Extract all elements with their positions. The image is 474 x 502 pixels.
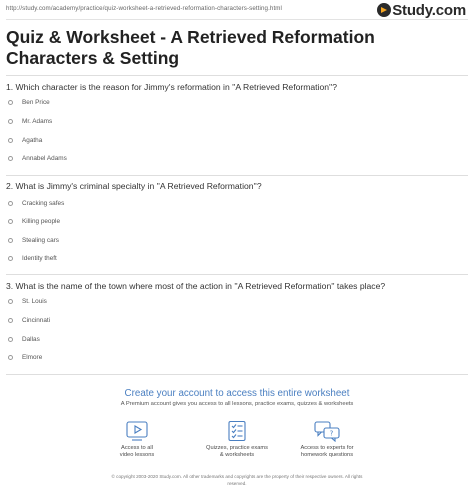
question-3 bbox=[6, 280, 468, 376]
option-label: Ben Price bbox=[22, 99, 50, 106]
feature-label-line1: Quizzes, practice exams bbox=[206, 445, 268, 451]
chat-bubbles-icon bbox=[313, 420, 341, 442]
radio-button[interactable] bbox=[8, 355, 13, 360]
question-divider bbox=[6, 274, 468, 275]
option-label: Mr. Adams bbox=[22, 118, 53, 125]
option-row[interactable] bbox=[6, 315, 50, 326]
radio-button[interactable] bbox=[8, 119, 13, 124]
option-row[interactable] bbox=[6, 334, 40, 345]
option-label: Stealing cars bbox=[22, 237, 59, 244]
radio-button[interactable] bbox=[8, 138, 13, 143]
cta-subtitle: A Premium account gives you access to all lessons, practice exams, quizzes & worksheets bbox=[120, 401, 354, 407]
feature-label-line1: Access to all bbox=[121, 445, 153, 451]
footer-line-2: reserved. bbox=[227, 480, 247, 486]
option-label: Killing people bbox=[22, 218, 61, 225]
radio-button[interactable] bbox=[8, 219, 13, 224]
top-bar bbox=[0, 0, 474, 19]
option-label: Cincinnati bbox=[22, 317, 51, 324]
option-row[interactable] bbox=[6, 153, 67, 164]
radio-button[interactable] bbox=[8, 256, 13, 261]
option-row[interactable] bbox=[6, 216, 60, 227]
checklist-icon bbox=[224, 420, 250, 442]
header-divider bbox=[6, 19, 468, 20]
title-divider bbox=[6, 75, 468, 76]
option-row[interactable] bbox=[6, 198, 64, 209]
logo-text: Study.com bbox=[392, 1, 466, 19]
question-text: 1. Which character is the reason for Jimmy's reformation in ''A Retrieved Reformation''? bbox=[6, 82, 338, 92]
page-title: Quiz & Worksheet - A Retrieved Reformation Characters & Setting bbox=[6, 27, 375, 68]
study-com-logo[interactable] bbox=[377, 2, 466, 18]
option-label: Annabel Adams bbox=[22, 155, 67, 162]
feature-quizzes bbox=[192, 420, 282, 459]
option-row[interactable] bbox=[6, 296, 47, 307]
feature-label-line2: & worksheets bbox=[219, 452, 255, 458]
radio-button[interactable] bbox=[8, 299, 13, 304]
radio-button[interactable] bbox=[8, 238, 13, 243]
option-row[interactable] bbox=[6, 235, 59, 246]
svg-text:?: ? bbox=[329, 429, 334, 438]
premium-cta bbox=[0, 380, 474, 480]
page-url: http://study.com/academy/practice/quiz-worksheet-a-retrieved-reformation-characters-setting.html bbox=[6, 5, 282, 12]
question-divider bbox=[6, 175, 468, 176]
feature-label-line1: Access to experts for bbox=[300, 445, 354, 451]
radio-button[interactable] bbox=[8, 337, 13, 342]
video-play-icon bbox=[124, 420, 150, 442]
option-row[interactable] bbox=[6, 253, 57, 264]
option-label: Identity theft bbox=[22, 255, 57, 262]
question-1 bbox=[6, 81, 468, 177]
footer-line-1: © copyright 2003-2020 Study.com. All other trademarks and copyrights are the property of their respective owners. All rights bbox=[111, 474, 363, 479]
option-label: Cracking safes bbox=[22, 200, 65, 207]
question-text: 3. What is the name of the town where most of the action in ''A Retrieved Reformation'' takes place? bbox=[6, 281, 386, 291]
radio-button[interactable] bbox=[8, 100, 13, 105]
feature-video-lessons bbox=[92, 420, 182, 459]
option-label: Dallas bbox=[22, 336, 40, 343]
question-divider bbox=[6, 374, 468, 375]
feature-label-line2: homework questions bbox=[300, 452, 354, 458]
option-row[interactable] bbox=[6, 352, 42, 363]
option-label: Agatha bbox=[22, 137, 43, 144]
option-row[interactable] bbox=[6, 135, 42, 146]
radio-button[interactable] bbox=[8, 318, 13, 323]
question-text: 2. What is Jimmy's criminal specialty in ''A Retrieved Reformation''? bbox=[6, 181, 262, 191]
feature-label-line2: video lessons bbox=[119, 452, 155, 458]
question-2 bbox=[6, 180, 468, 276]
cta-title[interactable]: Create your account to access this entire worksheet bbox=[124, 388, 350, 399]
radio-button[interactable] bbox=[8, 156, 13, 161]
option-row[interactable] bbox=[6, 116, 52, 127]
option-label: Elmore bbox=[22, 354, 43, 361]
option-row[interactable] bbox=[6, 97, 50, 108]
feature-experts bbox=[282, 420, 372, 459]
option-label: St. Louis bbox=[22, 298, 47, 305]
footer-copyright bbox=[0, 474, 474, 487]
logo-play-icon bbox=[377, 3, 391, 17]
radio-button[interactable] bbox=[8, 201, 13, 206]
